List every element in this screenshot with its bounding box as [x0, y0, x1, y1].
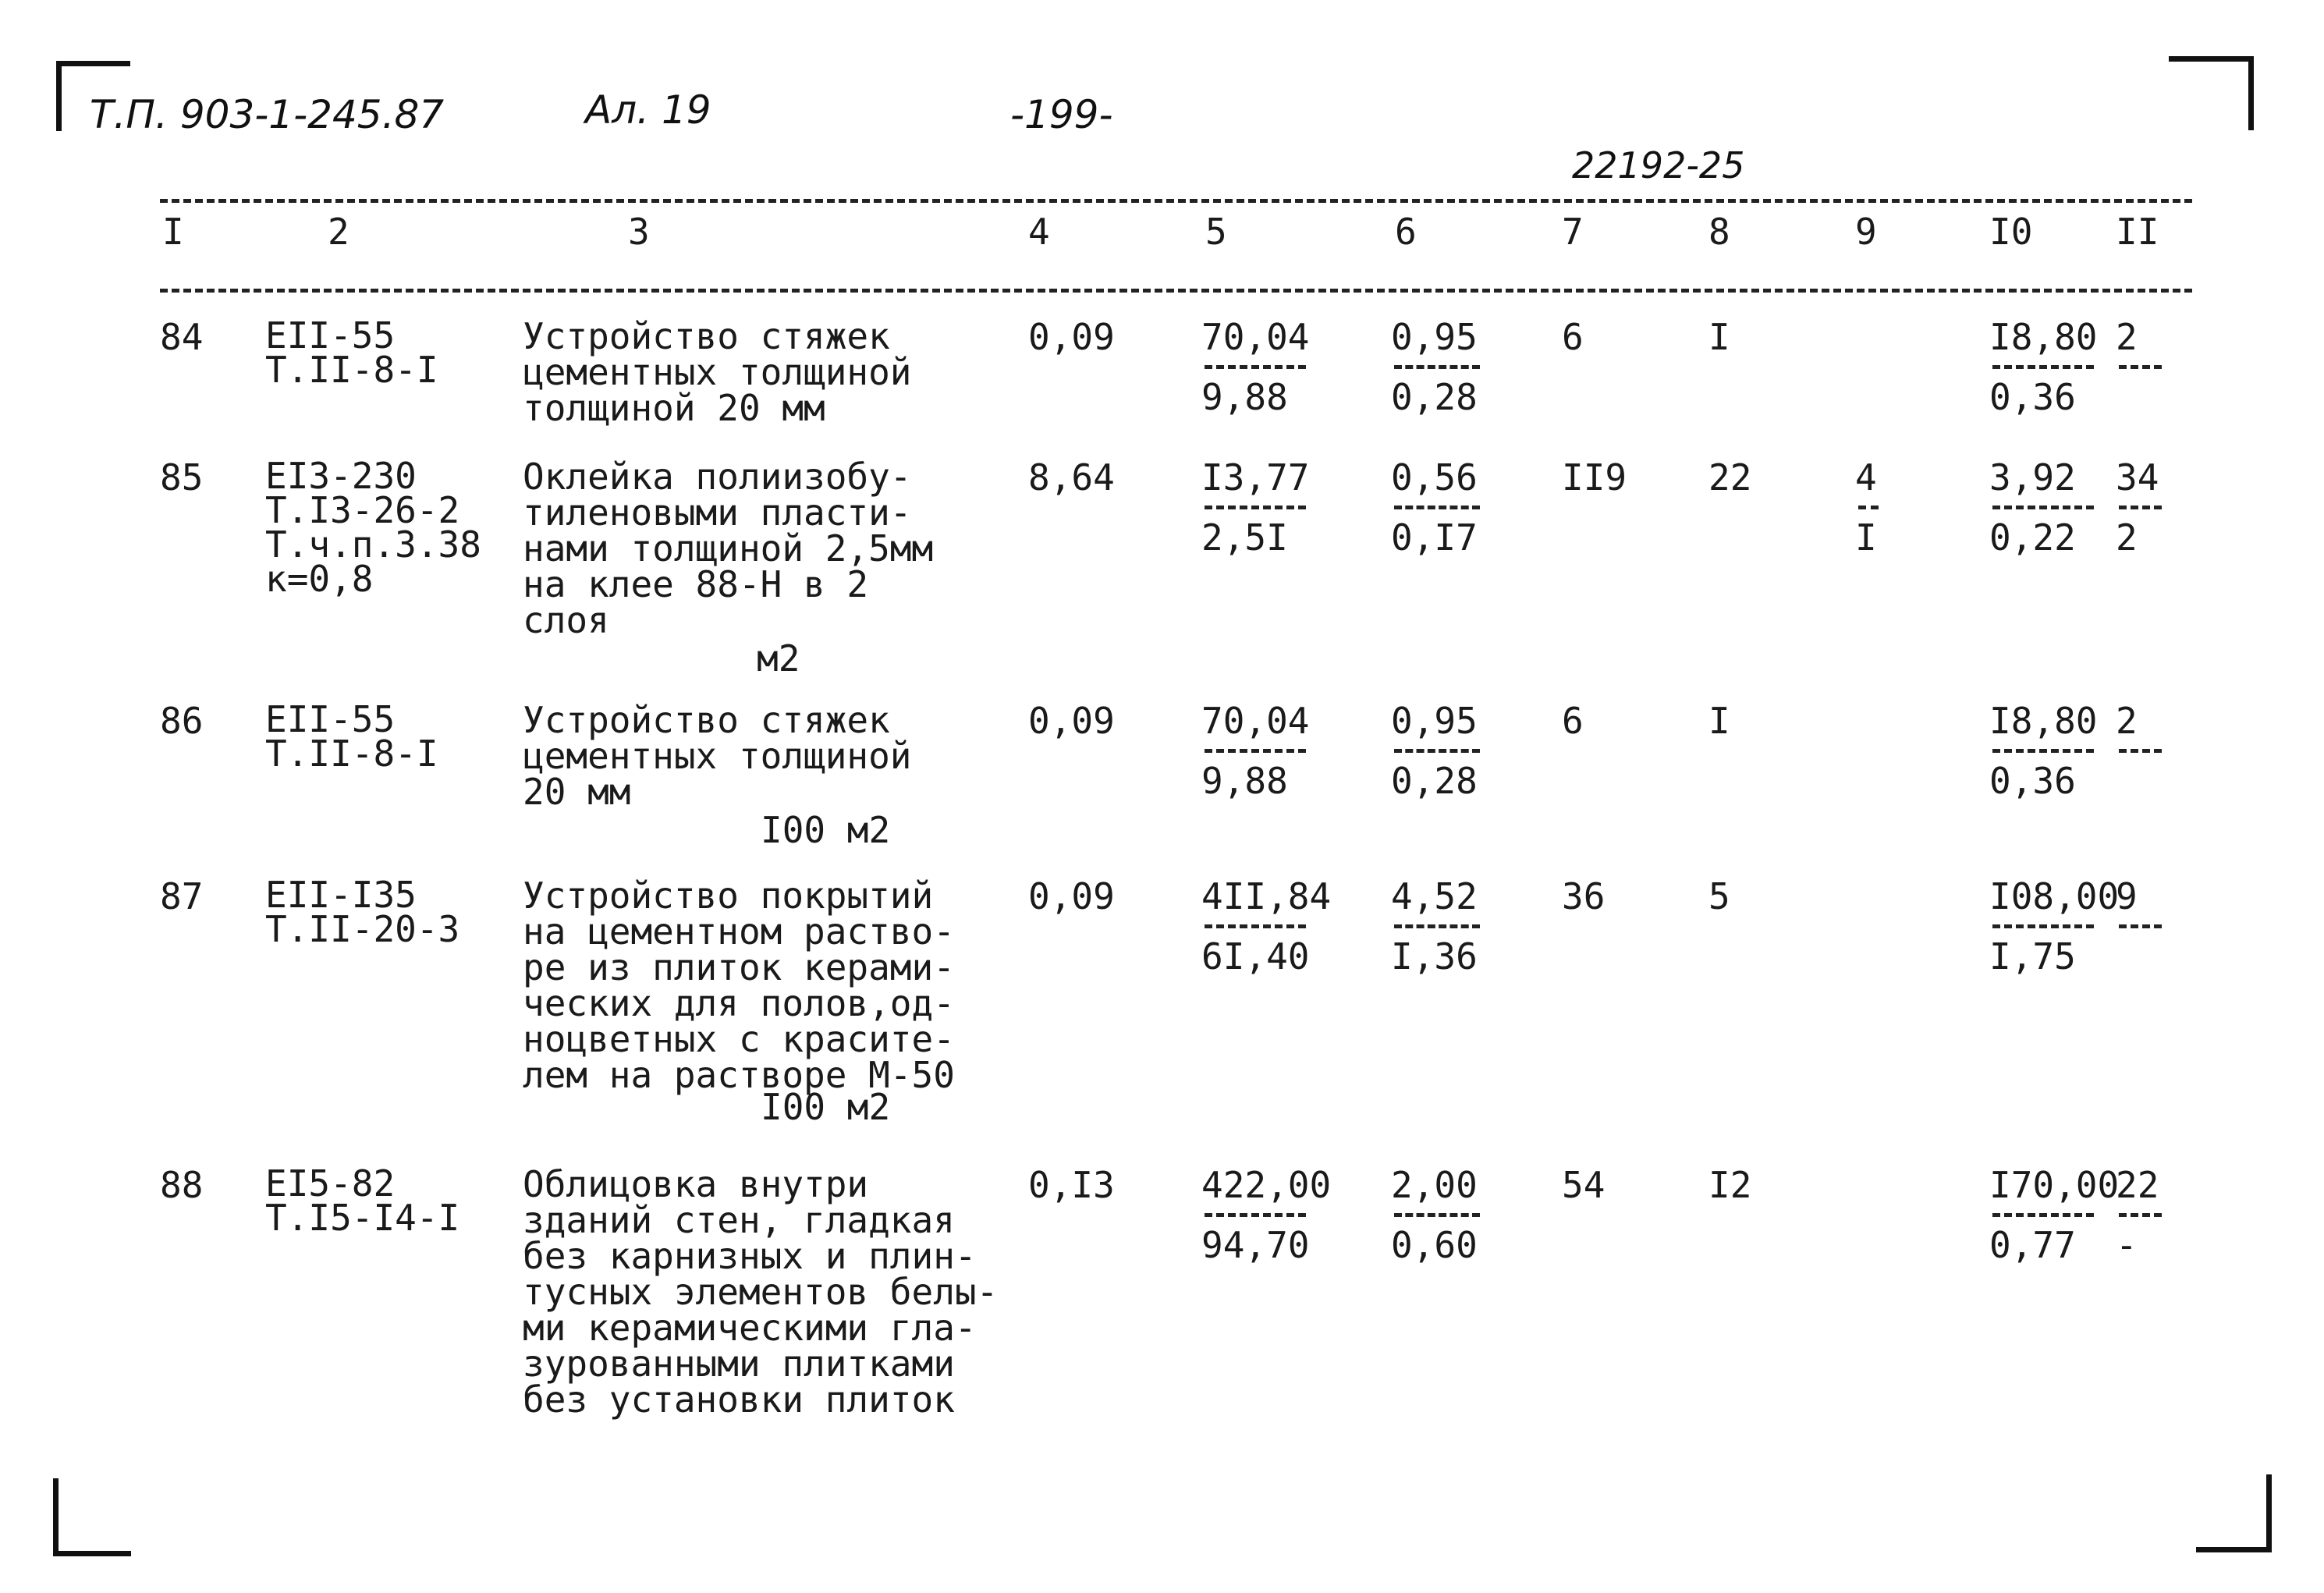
- column-9-value-denominator: I: [1855, 516, 1877, 559]
- page-number: -199-: [1010, 92, 1113, 137]
- unit-cost-numerator: 4II,84: [1201, 875, 1332, 917]
- total-cost: [1989, 456, 2094, 559]
- work-description: Оклейка полиизобу- тиленовыми пласти- нами толщиной 2,5мм на клее 88-Н в 2 слоя: [523, 456, 934, 641]
- unit-cost-denominator: 9,88: [1201, 760, 1288, 802]
- frame-corner-bottom-right: [2266, 1474, 2272, 1552]
- measure-unit: I00 м2: [761, 809, 891, 851]
- work-description: Устройство стяжек цементных толщиной 20 мм: [523, 699, 912, 813]
- column-11-value-numerator: 34: [2116, 456, 2159, 498]
- column-header-1: I: [162, 211, 184, 253]
- total-cost-divider: [1992, 365, 2094, 369]
- unit-cost: [1201, 702, 1309, 800]
- rate-code: EI5-82 T.I5-I4-I: [265, 1162, 460, 1239]
- column-header-4: 4: [1028, 211, 1050, 253]
- total-cost-denominator: I,75: [1989, 935, 2076, 977]
- unit-cost-divider: [1205, 365, 1306, 369]
- quantity: 0,09: [1028, 316, 1115, 358]
- unit-cost-divider: [1205, 506, 1306, 509]
- wage-cost-divider: [1394, 749, 1480, 753]
- column-9-value-numerator: 4: [1855, 456, 1877, 498]
- column-header-2: 2: [328, 211, 349, 253]
- sheet-code: 22192-25: [1572, 144, 1745, 186]
- quantity: 8,64: [1028, 456, 1115, 498]
- unit-cost-numerator: I3,77: [1201, 456, 1310, 498]
- work-description: Устройство покрытий на цементном раство- ре из плиток керами- ческих для полов,од- ноцветных с красите- лем на растворе М-50: [523, 875, 955, 1096]
- total-cost-numerator: I8,80: [1989, 700, 2098, 742]
- total-cost-denominator: 0,77: [1989, 1224, 2076, 1266]
- column-7-value: II9: [1562, 456, 1627, 498]
- header-rule-bottom: [160, 289, 2192, 293]
- column-8-value: 5: [1708, 875, 1730, 917]
- wage-cost: [1391, 456, 1480, 559]
- column-9-value-divider: [1858, 506, 1879, 509]
- column-8-value: I: [1708, 700, 1730, 742]
- column-11-value: [2116, 456, 2162, 559]
- column-header-10: I0: [1989, 211, 2033, 253]
- total-cost: [1989, 1166, 2119, 1264]
- column-header-8: 8: [1708, 211, 1730, 253]
- wage-cost-numerator: 0,95: [1391, 316, 1478, 358]
- wage-cost: [1391, 318, 1480, 416]
- column-11-value-denominator: 2: [2116, 516, 2138, 559]
- column-11-value-divider: [2119, 924, 2162, 928]
- total-cost-numerator: I8,80: [1989, 316, 2098, 358]
- column-11-value: [2116, 702, 2162, 762]
- column-11-value: [2116, 318, 2162, 378]
- wage-cost-divider: [1394, 506, 1480, 509]
- unit-cost: [1201, 456, 1310, 559]
- total-cost-divider: [1992, 924, 2094, 928]
- doc-code: Т.П. 903-1-245.87: [90, 92, 445, 137]
- column-header-6: 6: [1395, 211, 1417, 253]
- column-11-value-numerator: 2: [2116, 316, 2138, 358]
- wage-cost-denominator: 0,60: [1391, 1224, 1478, 1266]
- column-11-value-divider: [2119, 365, 2162, 369]
- wage-cost-denominator: 0,28: [1391, 760, 1478, 802]
- total-cost-numerator: 3,92: [1989, 456, 2076, 498]
- total-cost-numerator: I08,00: [1989, 875, 2120, 917]
- column-header-5: 5: [1205, 211, 1227, 253]
- wage-cost-denominator: 0,I7: [1391, 516, 1478, 559]
- wage-cost: [1391, 875, 1480, 977]
- frame-corner-bottom-right-h: [2196, 1547, 2272, 1552]
- unit-cost-numerator: 70,04: [1201, 316, 1310, 358]
- total-cost-divider: [1992, 1213, 2094, 1217]
- total-cost-denominator: 0,36: [1989, 760, 2076, 802]
- column-11-value-divider: [2119, 506, 2162, 509]
- unit-cost-divider: [1205, 924, 1306, 928]
- column-11-value: [2116, 875, 2162, 938]
- column-9-value: [1855, 456, 1879, 559]
- wage-cost-denominator: I,36: [1391, 935, 1478, 977]
- row-number: 86: [160, 700, 204, 742]
- total-cost-divider: [1992, 749, 2094, 753]
- wage-cost-divider: [1394, 1213, 1480, 1217]
- unit-cost-denominator: 9,88: [1201, 376, 1288, 418]
- frame-corner-top-right-h: [2169, 56, 2254, 62]
- wage-cost-numerator: 2,00: [1391, 1164, 1478, 1206]
- column-11-value: [2116, 1166, 2162, 1264]
- quantity: 0,09: [1028, 875, 1115, 917]
- column-7-value: 6: [1562, 700, 1584, 742]
- column-header-9: 9: [1855, 211, 1877, 253]
- total-cost-denominator: 0,22: [1989, 516, 2076, 559]
- column-header-11: II: [2116, 211, 2159, 253]
- wage-cost-denominator: 0,28: [1391, 376, 1478, 418]
- unit-cost: [1201, 318, 1309, 416]
- frame-corner-top-right: [2248, 56, 2254, 130]
- total-cost: [1989, 318, 2097, 416]
- column-7-value: 6: [1562, 316, 1584, 358]
- row-number: 88: [160, 1164, 204, 1206]
- work-description: Облицовка внутри зданий стен, гладкая без карнизных и плин- тусных элементов белы- ми керамическими гла- зурованными плитками без установки плиток: [523, 1163, 999, 1421]
- total-cost-denominator: 0,36: [1989, 376, 2076, 418]
- wage-cost-numerator: 0,56: [1391, 456, 1478, 498]
- column-11-value-divider: [2119, 749, 2162, 753]
- column-11-value-divider: [2119, 1213, 2162, 1217]
- frame-corner-bottom-left-h: [53, 1551, 131, 1556]
- quantity: 0,09: [1028, 700, 1115, 742]
- album-number: Ал. 19: [585, 87, 711, 133]
- row-number: 87: [160, 875, 204, 917]
- total-cost-numerator: I70,00: [1989, 1164, 2120, 1206]
- unit-cost: [1201, 1166, 1331, 1264]
- wage-cost-divider: [1394, 365, 1480, 369]
- wage-cost: [1391, 702, 1480, 800]
- wage-cost: [1391, 1166, 1480, 1264]
- wage-cost-divider: [1394, 924, 1480, 928]
- unit-cost-denominator: 6I,40: [1201, 935, 1310, 977]
- unit-cost-numerator: 70,04: [1201, 700, 1310, 742]
- wage-cost-numerator: 0,95: [1391, 700, 1478, 742]
- total-cost-divider: [1992, 506, 2094, 509]
- column-8-value: I: [1708, 316, 1730, 358]
- rate-code: EII-55 T.II-8-I: [265, 314, 438, 391]
- measure-unit: м2: [757, 637, 800, 679]
- column-8-value: 22: [1708, 456, 1752, 498]
- unit-cost-denominator: 2,5I: [1201, 516, 1288, 559]
- row-number: 85: [160, 456, 204, 498]
- rate-code: EI3-230 T.I3-26-2 T.ч.п.3.38 к=0,8: [265, 455, 481, 600]
- wage-cost-numerator: 4,52: [1391, 875, 1478, 917]
- column-7-value: 54: [1562, 1164, 1606, 1206]
- rate-code: EII-55 T.II-8-I: [265, 698, 438, 775]
- column-11-value-denominator: -: [2116, 1224, 2138, 1266]
- unit-cost-numerator: 422,00: [1201, 1164, 1332, 1206]
- column-8-value: I2: [1708, 1164, 1752, 1206]
- header-rule-top: [160, 199, 2192, 203]
- column-11-value-numerator: 2: [2116, 700, 2138, 742]
- unit-cost-divider: [1205, 1213, 1306, 1217]
- unit-cost: [1201, 875, 1332, 977]
- frame-corner-top-left-h: [56, 61, 130, 66]
- column-7-value: 36: [1562, 875, 1606, 917]
- column-11-value-numerator: 9: [2116, 875, 2138, 917]
- unit-cost-divider: [1205, 749, 1306, 753]
- column-header-3: 3: [628, 211, 650, 253]
- total-cost: [1989, 702, 2097, 800]
- quantity: 0,I3: [1028, 1164, 1115, 1206]
- unit-cost-denominator: 94,70: [1201, 1224, 1310, 1266]
- measure-unit: I00 м2: [761, 1086, 891, 1128]
- total-cost: [1989, 875, 2120, 977]
- frame-corner-top-left: [56, 61, 62, 131]
- column-11-value-numerator: 22: [2116, 1164, 2159, 1206]
- row-number: 84: [160, 316, 204, 358]
- work-description: Устройство стяжек цементных толщиной толщиной 20 мм: [523, 315, 912, 429]
- rate-code: EII-I35 T.II-20-3: [265, 874, 460, 950]
- frame-corner-bottom-left: [53, 1478, 59, 1556]
- column-header-7: 7: [1562, 211, 1584, 253]
